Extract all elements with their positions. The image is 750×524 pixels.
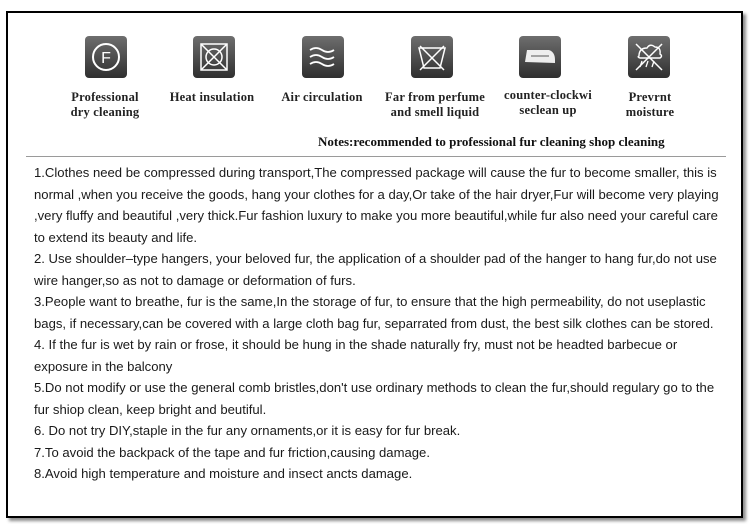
icon-label-far-from-perfume bbox=[375, 90, 495, 120]
note-item: 5.Do not modify or use the general comb bristles,don't use ordinary methods to clean the fur,should regulary go to the fur shiop clean, keep bright and beutiful. bbox=[34, 380, 715, 417]
dry-clean-f-icon bbox=[85, 36, 127, 78]
note-item: 2. Use shoulder–type hangers, your beloved fur, the application of a shoulder pad of the hanger to hang fur,do not use wire hanger,so as not to damage or deformation of furs. bbox=[34, 251, 717, 288]
icon-label-line: Professional dry cleaning bbox=[70, 90, 140, 119]
icon-label-prevent-moisture bbox=[590, 90, 710, 120]
icon-label-line: Heat insulation bbox=[169, 90, 255, 104]
note-item: 7.To avoid the backpack of the tape and fur friction,causing damage. bbox=[34, 444, 430, 460]
icon-label-line: Far from perfume and smell liquid bbox=[385, 90, 485, 119]
note-item: 4. If the fur is wet by rain or frose, it should be hung in the shade naturally fry, must not be headted barbecue or exposure in the balcony bbox=[34, 337, 678, 374]
icon-label-dry-cleaning bbox=[45, 90, 165, 120]
no-perfume-icon bbox=[411, 36, 453, 78]
svg-text:F: F bbox=[101, 50, 111, 67]
heat-insulation-icon bbox=[193, 36, 235, 78]
air-circulation-icon bbox=[302, 36, 344, 78]
note-item: 1.Clothes need be compressed during transport,The compressed package will cause the fur to become smaller, this is normal ,when you receive the goods, hang your clothes for a day,Or take of the hair dryer,Fur will become very playing ,very fluffy and beautiful ,very thick.Fur fashion luxury to make you more beautiful,while fur also need your careful care to extend its beauty and life. bbox=[34, 165, 719, 245]
notes-title: Notes:recommended to professional fur cleaning shop cleaning bbox=[318, 134, 665, 149]
note-item: 3.People want to breathe, fur is the same,In the storage of fur, to ensure that the high permeability, do not useplastic bags, if necessary,can be covered with a large cloth bag fur, separrated from dust, the best silk clothes can be stored. bbox=[34, 294, 714, 331]
note-item: 6. Do not try DIY,staple in the fur any ornaments,or it is easy for fur break. bbox=[34, 423, 461, 438]
icon-label-heat-insulation bbox=[152, 90, 272, 105]
icon-label-line: counter-clockwi seclean up bbox=[504, 88, 592, 117]
note-item: 8.Avoid high temperature and moisture and insect ancts damage. bbox=[34, 466, 413, 481]
icon-label-line: Air circulation bbox=[281, 90, 363, 104]
icon-label-air-circulation bbox=[262, 90, 382, 105]
notes-list bbox=[34, 162, 724, 485]
counter-clockwise-icon bbox=[519, 36, 561, 78]
no-moisture-icon bbox=[628, 36, 670, 78]
icon-label-line: Prevrnt moisture bbox=[625, 90, 675, 119]
divider bbox=[26, 156, 726, 157]
